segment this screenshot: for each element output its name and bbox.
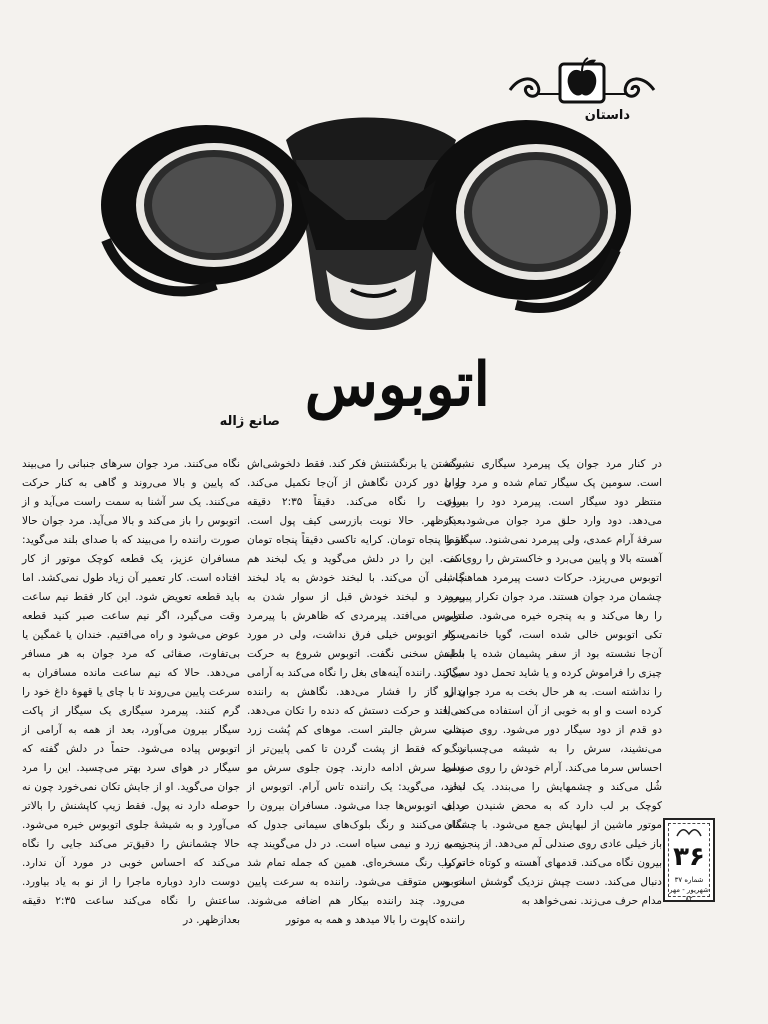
binoculars-face-illustration xyxy=(96,100,636,350)
column-text: نگاه می‌کنند. مرد جوان سرهای جنبانی را می‌بیند که پایین و بالا می‌روند و گاهی به کنار حرکت می‌کنند. یک سر آشنا به سمت راست می‌آید و از اتوبوس را باز می‌کند و بالا می‌آید. مرد جوان حالا صورت راننده را می‌بیند که با صدای بلند می‌گوید: مسافران عزیز، یک قطعه کوچک موتور از کار افتاده است. کار تعمیر آن زیاد طول نمی‌کشد. اما باید قطعه تعویض شود. این کار فقط نیم ساعت وقت می‌گیرد، اگر نیم ساعت صبر کنید قطعه عوض می‌شود و راه می‌افتیم. خندان یا غمگین یا بی‌تفاوت، صفائی که مرد جوان به هر مسافر می‌دهد. حالا که نیم ساعت مانده مسافران به سرعت پایین می‌روند تا با چای یا قهوهٔ داغ خود را گرم کنند. پیرمرد سیگاری یک سیگار از پاکت سیگار بیرون می‌آورد، بعد از همه به آرامی از اتوبوس پیاده می‌شود. حتماً در دلش گفته که سیگار در هوای سرد بهتر می‌چسبد. این را مرد جوان می‌گوید. او از جایش تکان نمی‌خورد چون نه حوصله دارد نه پول. فقط زیپ کاپشنش را بالاتر می‌آورد و به شیشهٔ جلوی اتوبوس خیره می‌شود. حالا چشمانش را دقیق‌تر می‌کند جایی را نگاه می‌کند که احساس خوبی در مورد آن ندارد. دوست دارد دوباره ماجرا را از نو به یاد بیاورد. ساعتش را نگاه می‌کند ساعت ۲:۳۵ دقیقه بعدازظهر. در xyxy=(22,458,240,926)
apple-ornament-icon xyxy=(508,46,656,108)
article-column-right xyxy=(444,455,662,910)
ornament-icon xyxy=(675,826,703,838)
article-title-block xyxy=(270,350,490,430)
page-number: ۳۶ xyxy=(673,842,705,872)
author-name: صانع ژاله xyxy=(219,414,280,429)
column-text: در کنار مرد جوان یک پیرمرد سیگاری نشسته است. سومین پک سیگار تمام شده و مرد جوان منتظر دود سیگار است. پیرمرد دود را بیرون می‌دهد. دود وارد حلق مرد جوان می‌شود. یک سرفهٔ آرام عمدی، ولی پیرمرد نمی‌شنود. سیگار را آهسته بالا و پایین می‌برد و خاکسترش را روی کف اتوبوس می‌ریزد. حرکات دست پیرمرد هماهنگ با چشمان مرد جوان هستند. مرد جوان تکرار پیرمرد را رها می‌کند و به پنجره خیره می‌شود. صندلی تکی اتوبوس خالی شده است، گویا خانمی که آن‌جا نشسته بود از سفر پشیمان شده یا شاید چیزی را فراموش کرده و یا شاید تحمل دود سیگار را نداشته است. به هر حال بخت به مرد جوان رو کرده است و او به خوبی از آن استفاده می‌کند. با دو قدم از دود سیگار دور می‌شود. روی صندلی می‌نشیند، سرش را به شیشه می‌چسباند و احساس سرما می‌کند. آرام خودش را روی صندلی شُل می‌کند و چشمهایش را می‌بندد. یک لبخند کوچک بر لب دارد که به محض شنیدن صدای موتور ماشین از لبهایش جمع می‌شود. با چشمان باز خیلی عادی روی صندلی لَم می‌دهد. از پنجره به بیرون نگاه می‌کند. قدمهای آهسته و کوتاه خانم را دنبال می‌کند. دست چپش نزدیک گوشش است و مدام حرف می‌زند. نمی‌خواهد به xyxy=(444,458,662,907)
article-title: اتوبوس xyxy=(304,350,490,420)
column-text: برگشتن یا برنگشتنش فکر کند. فقط دلخوشی‌اش را با دور کردن نگاهش از آن‌جا تکمیل می‌کند. ساعت را نگاه می‌کند. دقیقاً ۲:۳۵ دقیقه بعدازظهر. حالا نوبت بازرسی کیف پول است. فقط پنجاه تومان. کرایه تاکسی دقیقاً پنجاه تومان است. این را در دلش می‌گوید و یک لبخند هم چاشنی آن می‌کند. با لبخند خودش به یاد لبخند پیرمرد و لبخند خودش قبل از سوار شدن به اتوبوس می‌افتد. پیرمردی که ظاهرش با پیرمرد سوار اتوبوس خیلی فرق نداشت، ولی در مورد باطنش سخنی نگفت. اتوبوس شروع به حرکت می‌کند. راننده آینه‌های بغل را نگاه می‌کند به آرامی پدال گاز را فشار می‌دهد. نگاهش به راننده می‌افتد و حرکت دستش که دنده را تکان می‌دهد. پشت سرش جالبتر است. موهای کم پُشت زرد رنگ که فقط از پشت گردن تا کمی پایین‌تر از وسط سرش ادامه دارند. چون جلوی سرش مو ندارد، می‌گوید: یک راننده تاس آرام. اتوبوس از ردیف اتوبوس‌ها جدا می‌شود. مسافران بیرون را نگاه می‌کنند و رنگ بلوک‌های سیمانی جدول که نیمی زرد و نیمی سیاه است. در دل می‌گویند چه ترکیب رنگ مسخره‌ای. همین که جمله تمام شد اتوبوس متوقف می‌شود. راننده به سرعت پایین می‌رود. چند راننده بیکار هم اضافه می‌شوند. راننده کاپوت را بالا میدهد و همه به موتور xyxy=(246,458,465,926)
section-label: داستان xyxy=(584,108,630,123)
article-column-left xyxy=(22,455,240,926)
page-number-badge xyxy=(663,818,715,902)
issue-date: شهریور - مهر ۸۲ xyxy=(669,886,709,903)
article-column-middle xyxy=(246,455,465,926)
issue-number: شماره ۳۷ xyxy=(674,876,704,884)
